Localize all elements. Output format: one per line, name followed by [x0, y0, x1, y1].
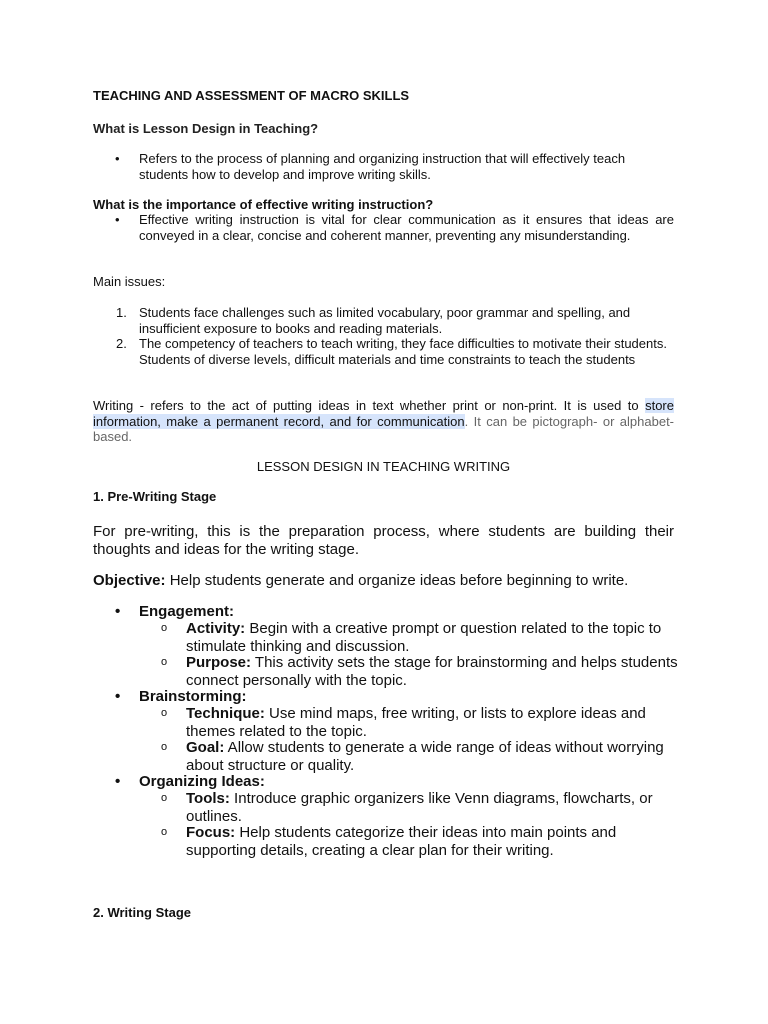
group-engagement: [93, 603, 674, 621]
sub-item-focus: [139, 824, 679, 859]
bullet-importance: [93, 212, 674, 243]
sub-label: Technique:: [186, 705, 265, 722]
sub-marker: o: [161, 622, 168, 634]
issue-item-2: [93, 336, 674, 367]
bullet-text: Refers to the process of planning and organizing instruction that will effectively teach students how to develop and improve writing skills.: [139, 151, 626, 182]
stage1-heading: 1. Pre-Writing Stage: [93, 489, 217, 504]
bullet-text: Effective writing instruction is vital for clear communication as it ensures that ideas are conveyed in a clear, concise and coherent manner, preventing any misunderstanding.: [139, 212, 674, 243]
objective-label: Objective:: [93, 572, 166, 589]
document-title: TEACHING AND ASSESSMENT OF MACRO SKILLS: [93, 88, 410, 103]
sub-label: Goal:: [186, 739, 225, 756]
bullet-marker: •: [115, 603, 121, 620]
stage2-heading: 2. Writing Stage: [93, 905, 191, 920]
group-title: Organizing Ideas:: [139, 773, 265, 790]
objective-text: Help students generate and organize ideas before beginning to write.: [165, 572, 629, 589]
sub-text: Begin with a creative prompt or question related to the topic to stimulate thinking and discussion.: [186, 620, 662, 655]
sub-text: Introduce graphic organizers like Venn diagrams, flowcharts, or outlines.: [186, 790, 653, 825]
group-organizing-ideas: [93, 773, 674, 791]
sub-item-goal: [139, 739, 679, 774]
group-title: Engagement:: [139, 603, 235, 620]
issue-item-1: [93, 305, 674, 336]
main-issues-label: Main issues:: [93, 274, 166, 289]
sub-marker: o: [161, 826, 168, 838]
group-brainstorming: [93, 688, 674, 706]
writing-definition-part1: Writing - refers to the act of putting ideas in text whether print or non-print. It is used to: [93, 398, 646, 413]
sub-item-activity: [139, 620, 679, 655]
group-title: Brainstorming:: [139, 688, 247, 705]
sub-marker: o: [161, 792, 168, 804]
sub-item-purpose: [139, 654, 679, 689]
sub-text: This activity sets the stage for brainstorming and helps students connect personally with the topic.: [186, 654, 678, 689]
sub-item-technique: [139, 705, 679, 740]
sub-marker: o: [161, 741, 168, 753]
bullet-marker: •: [115, 212, 120, 227]
issue-number: 2.: [116, 336, 127, 351]
bullet-marker: •: [115, 773, 121, 790]
writing-definition: [93, 398, 674, 445]
section-heading: LESSON DESIGN IN TEACHING WRITING: [256, 459, 511, 474]
sub-item-tools: [139, 790, 679, 825]
sub-marker: o: [161, 707, 168, 719]
sub-marker: o: [161, 656, 168, 668]
stage1-intro: For pre-writing, this is the preparation process, where students are building their thoughts and ideas for the writing stage.: [93, 523, 674, 558]
issue-text: Students face challenges such as limited vocabulary, poor grammar and spelling, and insufficient exposure to books and reading materials.: [139, 305, 631, 336]
objective: [93, 572, 674, 590]
bullet-marker: •: [115, 151, 120, 166]
sub-text: Allow students to generate a wide range of ideas without worrying about structure or quality.: [186, 739, 664, 774]
sub-label: Focus:: [186, 824, 236, 841]
bullet-lesson-design: [93, 151, 674, 182]
bullet-marker: •: [115, 688, 121, 705]
sub-label: Purpose:: [186, 654, 252, 671]
writing-definition-highlight: store information, make a permanent record, and for communication: [93, 398, 674, 429]
issue-number: 1.: [116, 305, 127, 320]
sub-text: Use mind maps, free writing, or lists to explore ideas and themes related to the topic.: [186, 705, 646, 740]
writing-definition-part2: . It can be pictograph- or alphabet-based.: [93, 413, 675, 444]
question-lesson-design: What is Lesson Design in Teaching?: [93, 121, 319, 136]
sub-text: Help students categorize their ideas into main points and supporting details, creating a clear plan for their writing.: [186, 824, 617, 859]
sub-label: Activity:: [186, 620, 246, 637]
sub-label: Tools:: [186, 790, 230, 807]
issue-text: The competency of teachers to teach writing, they face difficulties to motivate their students. Students of diverse levels, difficult materials and time constraints to teach the students: [139, 336, 667, 367]
question-importance: What is the importance of effective writing instruction?: [93, 197, 434, 212]
